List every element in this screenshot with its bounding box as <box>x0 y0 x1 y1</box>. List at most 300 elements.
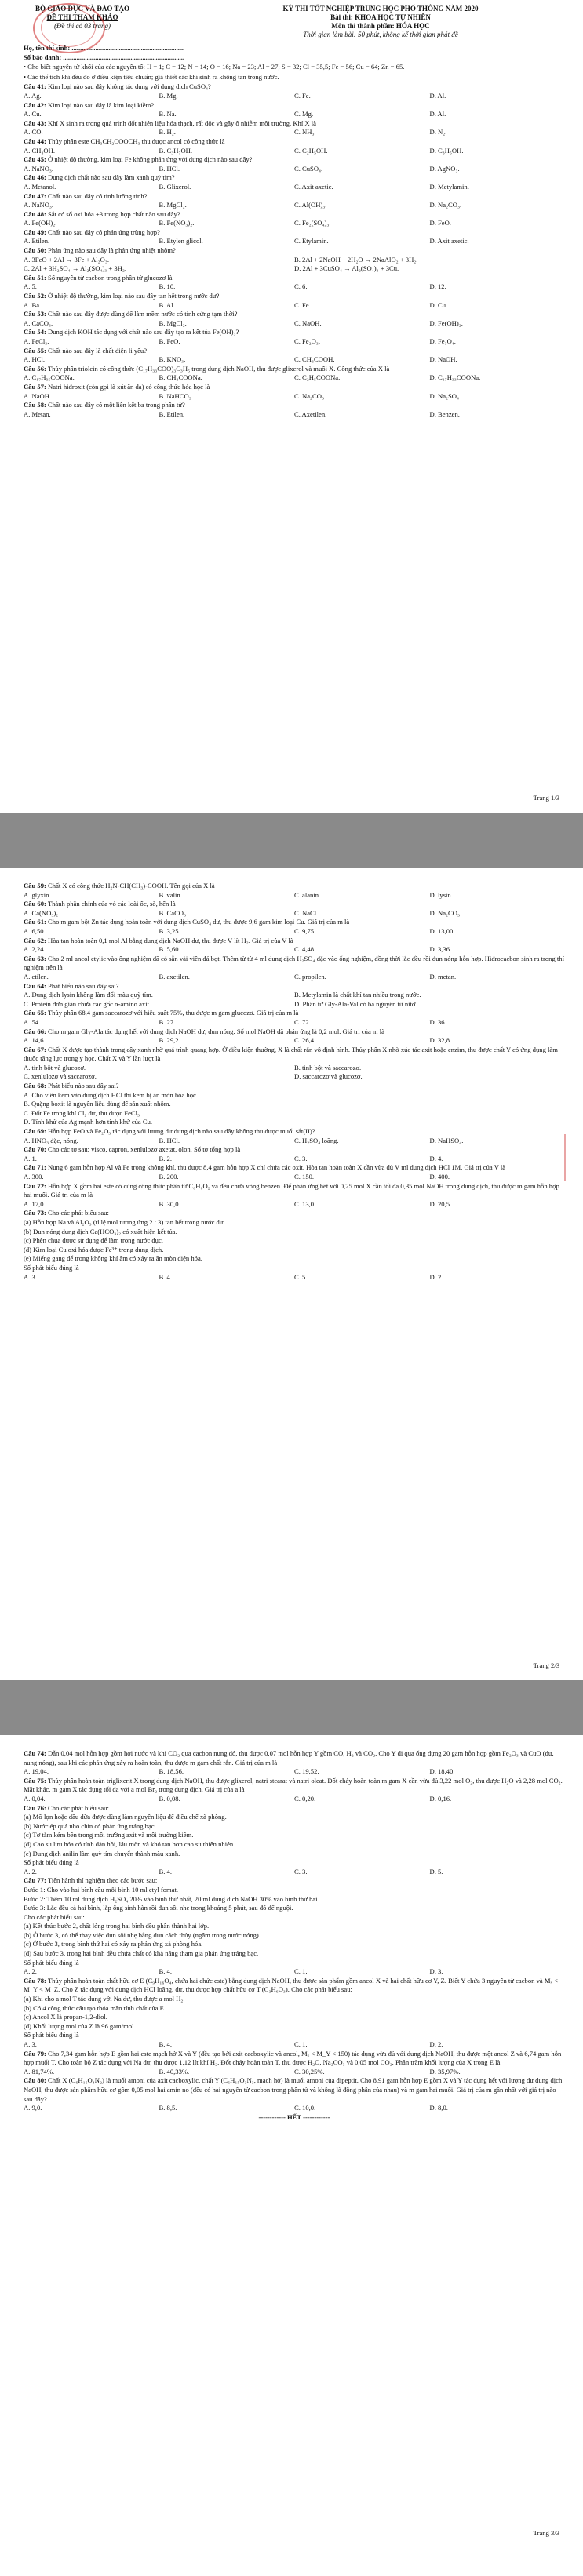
answer-options <box>24 201 565 210</box>
question-line: (b) Có 4 công thức cấu tạo thỏa mãn tính chất của E. <box>24 2003 166 2012</box>
page-footer-3: Trang 3/3 <box>533 2529 559 2537</box>
question-stem: Câu 74: Dẫn 0,04 mol hỗn hợp gồm hơi nước và khí CO₂ qua cacbon nung đỏ, thu được 0,07 mol hỗn hợp Y gồm CO, H₂ và CO₂. Cho Y đi qua ống đựng 20 gam hỗn hợp gồm Fe₂O₃ và CuO (dư, nung nóng), sau khi các phản ứng xảy ra hoàn toàn, thu được m gam chất rắn. Giá trị của m là <box>24 1749 554 1766</box>
answer-option: C. 9,75. <box>294 926 316 935</box>
answer-option: B. valin. <box>159 890 182 899</box>
question-block <box>24 246 565 274</box>
exam-header <box>24 5 565 39</box>
answer-options <box>24 282 565 292</box>
answer-option: C. alanin. <box>294 890 321 899</box>
question-stem: Câu 60: Thành phần chính của vỏ các loài ốc, sò, hến là <box>24 900 176 908</box>
question-block <box>24 982 565 1010</box>
question-block <box>24 882 565 900</box>
answer-option: B. 4. <box>159 1867 172 1876</box>
answer-option: B. Quặng boxit là nguyên liệu dùng để sản xuất nhôm. <box>24 1100 171 1108</box>
answer-option: D. lysin. <box>429 890 453 899</box>
question-line: (b) Ở bước 3, có thể thay việc đun sôi nhẹ bằng đun cách thủy (ngâm trong nước nóng). <box>24 1930 261 1939</box>
question-line: (d) Khối lượng mol của Z là 96 gam/mol. <box>24 2021 136 2030</box>
question-line: Bước 1: Cho vào hai bình cầu mỗi bình 10 ml etyl fomat. <box>24 1885 179 1894</box>
answer-option: A. Metanol. <box>24 182 56 191</box>
question-stem: Câu 69: Hỗn hợp FeO và Fe₂O₃ tác dụng với lượng dư dung dịch nào sau đây không thu được muối sắt(II)? <box>24 1127 315 1136</box>
question-stem: Câu 62: Hòa tan hoàn toàn 0,1 mol Al bằng dung dịch NaOH dư, thu được V lít H₂. Giá trị của V là <box>24 936 293 944</box>
answer-option: B. axetilen. <box>159 972 190 981</box>
question-stem: Câu 68: Phát biểu nào sau đây sai? <box>24 1082 119 1090</box>
answer-option: C. 19,52. <box>294 1767 319 1776</box>
answer-option: A. HNO₃ đặc, nóng. <box>24 1136 78 1144</box>
question-block <box>24 918 565 936</box>
answer-option: A. 300. <box>24 1173 44 1181</box>
answer-option: D. 2Al + 3CuSO₄ → Al₂(SO₄)₃ + 3Cu. <box>294 264 399 273</box>
answer-option: B. 18,56. <box>159 1767 184 1776</box>
question-block <box>24 228 565 246</box>
answer-option: D. NaHSO₄. <box>429 1136 464 1144</box>
answer-option: C. Mg. <box>294 110 314 118</box>
answer-option: D. Na₂SO₄. <box>429 391 461 400</box>
answer-options <box>24 1200 565 1210</box>
answer-option: A. 2. <box>24 1967 37 1976</box>
answer-option: A. 2. <box>24 1867 37 1876</box>
answer-option: C. Fe. <box>294 91 311 100</box>
answer-option: B. 200. <box>159 1173 179 1181</box>
answer-option: A. NaNO₃. <box>24 164 54 173</box>
answer-options <box>24 147 565 156</box>
answer-option: C. 26,4. <box>294 1036 316 1045</box>
answer-option: D. Cu. <box>429 300 448 309</box>
question-stem: Câu 49: Chất nào sau đây có phản ứng trùng hợp? <box>24 227 160 236</box>
answer-options <box>24 92 565 101</box>
answer-option: B. CH₃COONa. <box>159 373 202 382</box>
answer-option: A. 17,0. <box>24 1199 46 1208</box>
answer-option: C. 5. <box>294 1272 308 1281</box>
answer-option: B. 2. <box>159 1154 172 1162</box>
answer-option: B. CaCO₃. <box>159 908 188 917</box>
question-block <box>24 900 565 918</box>
question-line: Bước 2: Thêm 10 ml dung dịch H₂SO₄ 20% vào bình thứ nhất, 20 ml dung dịch NaOH 30% vào bình thứ hai. <box>24 1894 319 1903</box>
answer-option: C. C₂H₅OH. <box>294 146 328 155</box>
exam-page-2 <box>0 868 583 1680</box>
answer-options <box>24 909 565 919</box>
answer-option: B. 30,0. <box>159 1199 180 1208</box>
question-stem: Câu 66: Cho m gam Gly-Ala tác dụng hết với dung dịch NaOH dư, đun nóng. Số mol NaOH đã phản ứng là 0,2 mol. Giá trị của m là <box>24 1027 384 1035</box>
page-2-content <box>24 882 565 1282</box>
answer-options <box>24 301 565 311</box>
answer-options <box>24 1155 565 1164</box>
question-stem: Câu 44: Thủy phân este CH₃CH₂COOCH₃ thu được ancol có công thức là <box>24 136 225 145</box>
question-stem: Câu 52: Ở nhiệt độ thường, kim loại nào sau đây tan hết trong nước dư? <box>24 292 220 300</box>
answer-options <box>24 219 565 228</box>
answer-option: C. 0,20. <box>294 1794 316 1803</box>
answer-option: C. 150. <box>294 1173 315 1181</box>
question-stem: Câu 73: Cho các phát biểu sau: <box>24 1209 109 1217</box>
question-block <box>24 383 565 401</box>
answer-option: B. 10. <box>159 282 176 291</box>
question-stem: Câu 78: Thủy phân hoàn toàn chất hữu cơ E (C₉H₁₆O₄, chứa hai chức este) bằng dung dịch NaOH, thu được sản phẩm gồm ancol X và hai chất hữu cơ Y, Z. Biết Y chứa 3 nguyên tử cacbon và Mₓ < M_Y < M_Z. Cho Z tác dụng với dung dịch HCl loãng, dư, thu được hợp chất hữu cơ T (C₃H₆O₃). Cho các phát biểu sau: <box>24 1976 558 1994</box>
question-block <box>24 1804 565 1877</box>
answer-option: A. 3FeO + 2Al → 3Fe + Al₂O₃. <box>24 255 110 264</box>
page-count: (Đề thi có 03 trang) <box>54 22 111 30</box>
question-block <box>24 1209 565 1282</box>
answer-option: A. tinh bột và glucozơ. <box>24 1063 86 1072</box>
question-block <box>24 1009 565 1027</box>
red-stamp-inner <box>41 8 96 47</box>
answer-option: C. NH₃. <box>294 128 316 136</box>
answer-option: A. C₁₇H₃₅COONa. <box>24 373 75 382</box>
answer-options <box>24 927 565 937</box>
answer-options <box>24 1036 565 1046</box>
question-stem: Câu 72: Hỗn hợp X gồm hai este có cùng công thức phân tử C₈H₈O₂ và đều chứa vòng benzen. Để phản ứng hết với 0,25 mol X cần tối đa 0,35 mol NaOH trong dung dịch, thu được m gam hỗn hợp hai muối. Giá trị của m là <box>24 1181 559 1199</box>
answer-option: C. Fe₂(SO₄)₃. <box>294 219 331 227</box>
question-block <box>24 1977 565 2050</box>
answer-options <box>24 355 565 365</box>
answer-option: A. Etilen. <box>24 237 50 246</box>
question-stem: Câu 65: Thủy phân 68,4 gam saccarozơ với hiệu suất 75%, thu được m gam glucozơ. Giá trị của m là <box>24 1009 299 1017</box>
exam-page-1 <box>0 0 583 813</box>
answer-option: C. 4,48. <box>294 945 316 954</box>
question-line: Số phát biểu đúng là <box>24 1263 79 1272</box>
exam-page-3 <box>0 1735 583 2548</box>
question-line: (a) Hỗn hợp Na và Al₂O₃ (tỉ lệ mol tương ứng 2 : 3) tan hết trong nước dư. <box>24 1217 225 1226</box>
question-stem: Câu 43: Khí X sinh ra trong quá trình đốt nhiên liệu hóa thạch, rất độc và gây ô nhiễm môi trường. Khí X là <box>24 118 316 127</box>
question-stem: Câu 51: Số nguyên tử cacbon trong phân tử glucozơ là <box>24 273 173 282</box>
answer-option: B. 4. <box>159 2040 172 2048</box>
question-block <box>24 401 565 419</box>
answer-option: B. Al. <box>159 300 175 309</box>
answer-option: C. NaCl. <box>294 908 319 917</box>
answer-options <box>24 1173 565 1182</box>
exam-title: KỲ THI TỐT NGHIỆP TRUNG HỌC PHỔ THÔNG NĂM 2020 <box>282 5 479 13</box>
answer-option: A. Ca(NO₃)₂. <box>24 908 60 917</box>
page-gap-2 <box>0 1680 583 1735</box>
answer-options <box>24 1967 565 1977</box>
question-line: (c) Ở bước 3, trong bình thứ hai có xảy ra phản ứng xà phòng hóa. <box>24 1940 203 1948</box>
answer-options <box>24 1868 565 1877</box>
answer-option: A. 81,74%. <box>24 2067 55 2076</box>
question-block <box>24 1749 565 1777</box>
answer-option: D. N₂. <box>429 128 447 136</box>
question-stem: Câu 70: Cho các tơ sau: visco, capron, xenlulozơ axetat, olon. Số tơ tổng hợp là <box>24 1145 241 1154</box>
answer-option: A. CO. <box>24 128 43 136</box>
answer-option: A. 19,04. <box>24 1767 49 1776</box>
question-block <box>24 274 565 292</box>
answer-option: A. 9,0. <box>24 2104 42 2112</box>
answer-options <box>24 319 565 329</box>
question-stem: Câu 50: Phản ứng nào sau đây là phản ứng nhiệt nhôm? <box>24 246 176 255</box>
answer-option: D. Na₂CO₃. <box>429 908 462 917</box>
question-stem: Câu 59: Chất X có công thức H₂N-CH(CH₃)-COOH. Tên gọi của X là <box>24 882 215 890</box>
question-stem: Câu 63: Cho 2 ml ancol etylic vào ống nghiệm đã có sẵn vài viên đá bọt. Thêm từ từ 4 ml dung dịch H₂SO₄ đặc vào ống nghiệm, đồng thời lắc đều rồi đun nóng hỗn hợp. Hiđrocacbon sinh ra trong thí nghiệm trên là <box>24 954 564 972</box>
question-block <box>24 1046 565 1082</box>
question-line: (c) Ancol X là propan-1,2-điol. <box>24 2013 107 2021</box>
answer-option: D. 36. <box>429 1017 446 1026</box>
question-stem: Câu 45: Ở nhiệt độ thường, kim loại Fe không phản ứng với dung dịch nào sau đây? <box>24 155 253 164</box>
answer-options <box>24 973 565 982</box>
question-stem: Câu 54: Dung dịch KOH tác dụng với chất nào sau đây tạo ra kết tủa Fe(OH)₃? <box>24 328 239 337</box>
answer-option: B. 5,60. <box>159 945 180 954</box>
answer-option: B. Na. <box>159 110 177 118</box>
exam-subject: Bài thi: KHOA HỌC TỰ NHIÊN <box>330 13 431 21</box>
answer-option: D. Phân tử Gly-Ala-Val có ba nguyên tử nitơ. <box>294 999 417 1008</box>
answer-option: C. 10,0. <box>294 2104 316 2112</box>
question-block <box>24 119 565 137</box>
question-block <box>24 173 565 191</box>
answer-option: D. 8,0. <box>429 2104 448 2112</box>
answer-options <box>24 337 565 347</box>
answer-option: C. 72. <box>294 1017 311 1026</box>
answer-option: B. 8,5. <box>159 2104 177 2112</box>
answer-option: C. Al(OH)₃. <box>294 201 327 209</box>
question-stem: Câu 61: Cho m gam bột Zn tác dụng hoàn toàn với dung dịch CuSO₄ dư, thu được 9,6 gam kim loại Cu. Giá trị của m là <box>24 918 350 926</box>
page-3-questions <box>24 1749 565 2113</box>
answer-option: D. 18,40. <box>429 1767 455 1776</box>
answer-option: B. HCl. <box>159 1136 180 1144</box>
question-stem: Câu 56: Thủy phân triolein có công thức (C₁₇H₃₃COO)₃C₃H₅ trong dung dịch NaOH, thu được glixerol và muối X. Công thức của X là <box>24 364 390 373</box>
answer-option: C. Đốt Fe trong khí Cl₂ dư, thu được FeCl₃. <box>24 1108 142 1117</box>
question-stem: Câu 75: Thủy phân hoàn toàn triglixerit X trong dung dịch NaOH, thu được glixerol, natri stearat và natri oleat. Đốt cháy hoàn toàn m gam X cần vừa đủ 3,22 mol O₂, thu được H₂O và 2,28 mol CO₂. Mặt khác, m gam X tác dụng tối đa với a mol Br₂ trong dung dịch. Giá trị của a là <box>24 1776 563 1794</box>
exam-time: Thời gian làm bài: 50 phút, không kể thời gian phát đề <box>303 31 458 38</box>
page-footer-1: Trang 1/3 <box>533 794 559 802</box>
answer-option: A. Cho viên kẽm vào dung dịch HCl thì kẽm bị ăn mòn hóa học. <box>24 1090 198 1099</box>
ministry-name: BỘ GIÁO DỤC VÀ ĐÀO TẠO <box>35 5 129 13</box>
page-1-questions <box>24 82 565 419</box>
answer-option: C. C₂H₅COONa. <box>294 373 341 382</box>
answer-option: B. MgCl₂. <box>159 201 187 209</box>
answer-option: C. Axetilen. <box>294 409 327 418</box>
answer-options <box>24 2040 565 2050</box>
question-stem: Câu 58: Chất nào sau đây có một liên kết ba trong phân tử? <box>24 401 185 409</box>
question-block <box>24 210 565 228</box>
question-block <box>24 347 565 365</box>
question-stem: Câu 64: Phát biểu nào sau đây sai? <box>24 981 119 990</box>
exam-component: Môn thi thành phần: HÓA HỌC <box>331 22 430 30</box>
answer-option: D. AgNO₃. <box>429 164 460 173</box>
question-line: (d) Sau bước 3, trong hai bình đều chứa chất có khả năng tham gia phản ứng tráng bạc. <box>24 1949 259 1958</box>
answer-option: D. Fe₃O₄. <box>429 337 456 345</box>
question-line: (b) Đun nóng dung dịch Ca(HCO₃)₂ có xuất hiện kết tủa. <box>24 1227 177 1235</box>
question-block <box>24 82 565 100</box>
answer-options <box>24 1273 565 1283</box>
question-block <box>24 1145 565 1163</box>
answer-option: D. Tính khử của Ag mạnh hơn tính khử của Cu. <box>24 1118 153 1126</box>
question-stem: Câu 77: Tiến hành thí nghiệm theo các bước sau: <box>24 1876 158 1885</box>
answer-option: A. Ag. <box>24 91 42 100</box>
question-block <box>24 155 565 173</box>
answer-option: C. 3. <box>294 1154 308 1162</box>
answer-options <box>24 945 565 955</box>
answer-option: C. 13,0. <box>294 1199 316 1208</box>
question-line: Số phát biểu đúng là <box>24 1958 79 1967</box>
answer-option: C. 3. <box>294 1867 308 1876</box>
answer-option: C. 30,25%. <box>294 2067 325 2076</box>
question-stem: Câu 57: Natri hiđroxit (còn gọi là xút ăn da) có công thức hóa học là <box>24 382 210 391</box>
end-mark: ------------ HẾT ------------ <box>258 2112 330 2121</box>
question-block <box>24 2050 565 2077</box>
answer-option: D. Al. <box>429 110 446 118</box>
answer-option: A. 3. <box>24 1272 37 1281</box>
answer-option: C. Fe₂O₃. <box>294 337 320 345</box>
answer-option: A. 5. <box>24 282 37 291</box>
question-line: Số phát biểu đúng là <box>24 1858 79 1867</box>
answer-option: C. 1. <box>294 1967 308 1976</box>
question-block <box>24 1127 565 1145</box>
answer-option: A. NaOH. <box>24 391 52 400</box>
answer-options <box>24 1767 565 1777</box>
header-left <box>24 5 141 39</box>
answer-option: C. propilen. <box>294 972 326 981</box>
question-block <box>24 101 565 119</box>
question-line: (e) Dung dịch anilin làm quỳ tím chuyển thành màu xanh. <box>24 1849 180 1857</box>
answer-option: D. saccarozơ và glucozơ. <box>294 1072 363 1081</box>
question-line: (a) Kết thúc bước 2, chất lỏng trong hai bình đều phân thành hai lớp. <box>24 1922 210 1930</box>
answer-option: D. 2. <box>429 2040 443 2048</box>
question-block <box>24 1876 565 1977</box>
answer-option: B. KNO₃. <box>159 355 186 364</box>
question-stem: Câu 67: Chất X được tạo thành trong cây xanh nhờ quá trình quang hợp. Ở điều kiện thường, X là chất rắn vô định hình. Thủy phân X nhờ xúc tác axit hoặc enzim, thu được chất Y có ứng dụng làm thuốc tăng lực trong y học. Chất X và Y lần lượt là <box>24 1045 558 1063</box>
answer-option: A. 2,24. <box>24 945 46 954</box>
question-block <box>24 955 565 982</box>
answer-option: A. 14,6. <box>24 1036 46 1045</box>
question-block <box>24 192 565 210</box>
answer-options <box>24 110 565 119</box>
answer-option: B. 29,2. <box>159 1036 180 1045</box>
answer-option: B. Glixerol. <box>159 182 191 191</box>
answer-option: D. 35,97%. <box>429 2067 461 2076</box>
answer-options <box>24 128 565 137</box>
answer-option: A. 54. <box>24 1017 41 1026</box>
answer-option: C. Axit axetic. <box>294 182 333 191</box>
answer-options <box>24 1091 565 1127</box>
answer-option: C. xenlulozơ và saccarozơ. <box>24 1072 97 1081</box>
answer-option: B. Etilen. <box>159 409 185 418</box>
answer-option: C. 6. <box>294 282 308 291</box>
answer-options <box>24 1795 565 1804</box>
question-block <box>24 292 565 310</box>
answer-option: D. 32,8. <box>429 1036 452 1045</box>
answer-option: C. NaOH. <box>294 318 322 327</box>
answer-option: A. HCl. <box>24 355 45 364</box>
page-gap-1 <box>0 813 583 868</box>
question-stem: Câu 71: Nung 6 gam hỗn hợp Al và Fe trong không khí, thu được 8,4 gam hỗn hợp X chỉ chứa các oxit. Hòa tan hoàn toàn X cần vừa đủ V ml dung dịch HCl 1M. Giá trị của V là <box>24 1163 506 1172</box>
answer-options <box>24 1064 565 1082</box>
question-stem: Câu 48: Sắt có số oxi hóa +3 trong hợp chất nào sau đây? <box>24 209 180 218</box>
answer-option: D. Al. <box>429 91 446 100</box>
question-line: Bước 3: Lắc đều cả hai bình, lắp ống sinh hàn rồi đun sôi nhẹ trong khoảng 5 phút, sau đó để nguội. <box>24 1904 293 1912</box>
question-block <box>24 1163 565 1181</box>
candidate-name: Họ, tên thí sinh: ................................................................... <box>24 44 185 52</box>
answer-option: C. 2Al + 3H₂SO₄ → Al₂(SO₄)₃ + 3H₂. <box>24 264 127 273</box>
answer-option: D. NaOH. <box>429 355 457 364</box>
question-line: (d) Kim loại Cu oxi hóa được Fe³⁺ trong dung dịch. <box>24 1245 164 1253</box>
answer-options <box>24 2104 565 2113</box>
question-line: (e) Miếng gang để trong không khí ẩm có xảy ra ăn mòn điện hóa. <box>24 1254 202 1263</box>
page-3-content <box>24 1749 565 2122</box>
answer-option: B. NaHCO₃. <box>159 391 193 400</box>
question-stem: Câu 41: Kim loại nào sau đây không tác dụng với dung dịch CuSO₄? <box>24 82 211 91</box>
question-line: (c) Phèn chua được sử dụng để làm trong nước đục. <box>24 1236 163 1245</box>
question-line: (a) Khi cho a mol T tác dụng với Na dư, thu được a mol H₂. <box>24 1995 185 2003</box>
answer-option: A. 3. <box>24 2040 37 2048</box>
answer-option: C. Etylamin. <box>294 237 329 246</box>
answer-option: B. tinh bột và saccarozơ. <box>294 1063 362 1072</box>
question-block <box>24 310 565 328</box>
answer-option: D. 13,00. <box>429 926 455 935</box>
answer-options <box>24 2068 565 2077</box>
answer-option: A. etilen. <box>24 972 49 981</box>
answer-option: B. 4. <box>159 1967 172 1976</box>
answer-option: A. CaCO₃. <box>24 318 53 327</box>
answer-option: A. Dung dịch lysin không làm đổi màu quỳ tím. <box>24 991 153 999</box>
answer-option: A. CH₃OH. <box>24 146 55 155</box>
answer-option: D. Benzen. <box>429 409 460 418</box>
question-stem: Câu 47: Chất nào sau đây có tính lưỡng tính? <box>24 191 148 200</box>
answer-option: B. FeO. <box>159 337 180 345</box>
answer-option: B. 40,33%. <box>159 2067 190 2076</box>
answer-option: A. glyxin. <box>24 890 51 899</box>
question-block <box>24 328 565 346</box>
answer-option: B. H₂. <box>159 128 176 136</box>
answer-option: B. Metylamin là chất khí tan nhiều trong nước. <box>294 991 421 999</box>
answer-option: D. Fe(OH)₂. <box>429 318 463 327</box>
answer-option: D. Metylamin. <box>429 182 469 191</box>
answer-options <box>24 183 565 192</box>
exam-kind: ĐỀ THI THAM KHẢO <box>46 13 118 21</box>
answer-option: D. 5. <box>429 1867 443 1876</box>
answer-option: B. MgCl₂. <box>159 318 187 327</box>
answer-option: B. 27. <box>159 1017 176 1026</box>
question-stem: Câu 80: Chất X (C₆H₁₆O₄N₂) là muối amoni của axit cacboxylic, chất Y (C₆H₁₅O₃N₃, mạch hở) là muối amoni của đipeptit. Cho 8,91 gam hỗn hợp E gồm X và Y tác dụng hết với lượng dư dung dịch NaOH, thu được sản phẩm hữu cơ gồm 0,05 mol hai amin no (đều có hai nguyên tử cacbon trong phân tử và không là đồng phân của nhau) và m gam hai muối. Giá trị của m gần nhất với giá trị nào sau đây? <box>24 2076 563 2103</box>
answer-options <box>24 1137 565 1146</box>
header-right <box>196 5 565 39</box>
answer-option: D. 12. <box>429 282 446 291</box>
answer-option: B. C₃H₇OH. <box>159 146 193 155</box>
answer-option: B. HCl. <box>159 164 180 173</box>
answer-option: D. 4. <box>429 1154 443 1162</box>
question-line: (c) Tơ tằm kém bền trong môi trường axit và môi trường kiềm. <box>24 1831 194 1839</box>
answer-options <box>24 891 565 901</box>
candidate-number: Số báo danh: ........................................................................ <box>24 53 185 61</box>
atomic-mass-note: • Cho biết nguyên tử khối của các nguyên tố: H = 1; C = 12; N = 14; O = 16; Na = 23; Al = 27; S = 32; Cl = 35,5; Fe = 56; Cu = 64; Zn = 65. <box>24 63 405 71</box>
answer-options <box>24 392 565 402</box>
answer-options <box>24 256 565 274</box>
answer-option: C. CH₃COOH. <box>294 355 335 364</box>
answer-option: B. 3,25. <box>159 926 180 935</box>
answer-option: C. Protein đơn giản chứa các gốc α-amino axit. <box>24 999 151 1008</box>
question-line: (a) Mỡ lợn hoặc dầu dừa được dùng làm nguyên liệu để điều chế xà phòng. <box>24 1813 227 1821</box>
question-line: (d) Cao su lưu hóa có tính đàn hồi, lâu mòn và khó tan hơn cao su thiên nhiên. <box>24 1839 235 1848</box>
answer-options <box>24 237 565 246</box>
answer-option: A. FeCl₃. <box>24 337 49 345</box>
answer-option: B. Fe(NO₃)₂. <box>159 219 195 227</box>
answer-option: B. 2Al + 2NaOH + 2H₂O → 2NaAlO₂ + 3H₂. <box>294 255 418 264</box>
answer-option: D. 3. <box>429 1967 443 1976</box>
answer-options <box>24 1018 565 1028</box>
answer-option: D. Axit axetic. <box>429 237 469 246</box>
answer-option: C. 1. <box>294 2040 308 2048</box>
answer-option: B. Etylen glicol. <box>159 237 203 246</box>
question-block <box>24 2076 565 2112</box>
answer-option: D. 400. <box>429 1173 450 1181</box>
question-block <box>24 365 565 383</box>
question-block <box>24 1777 565 1804</box>
question-stem: Câu 79: Cho 7,34 gam hỗn hợp E gồm hai este mạch hở X và Y (đều tạo bởi axit cacboxylic và ancol, Mₓ < M_Y < 150) tác dụng vừa đủ với dung dịch NaOH, thu được một ancol Z và 6,74 gam hỗn hợp muối T. Cho toàn bộ Z tác dụng với Na dư, thu được 1,12 lít khí H₂. Đốt cháy hoàn toàn T, thu được H₂O, Na₂CO₃ và 0,05 mol CO₂. Phần trăm khối lượng của X trong E là <box>24 2049 562 2067</box>
gas-note: • Các thể tích khí đều đo ở điều kiện tiêu chuẩn; giả thiết các khí sinh ra không tan trong nước. <box>24 72 279 81</box>
answer-option: B. 4. <box>159 1272 172 1281</box>
answer-option: A. 6,50. <box>24 926 46 935</box>
answer-option: B. 0,08. <box>159 1794 180 1803</box>
answer-option: C. Fe. <box>294 300 311 309</box>
question-stem: Câu 55: Chất nào sau đây là chất điện li yếu? <box>24 346 148 355</box>
answer-options <box>24 410 565 420</box>
question-line: Số phát biểu đúng là <box>24 2031 79 2039</box>
answer-option: D. Na₂CO₃. <box>429 201 462 209</box>
